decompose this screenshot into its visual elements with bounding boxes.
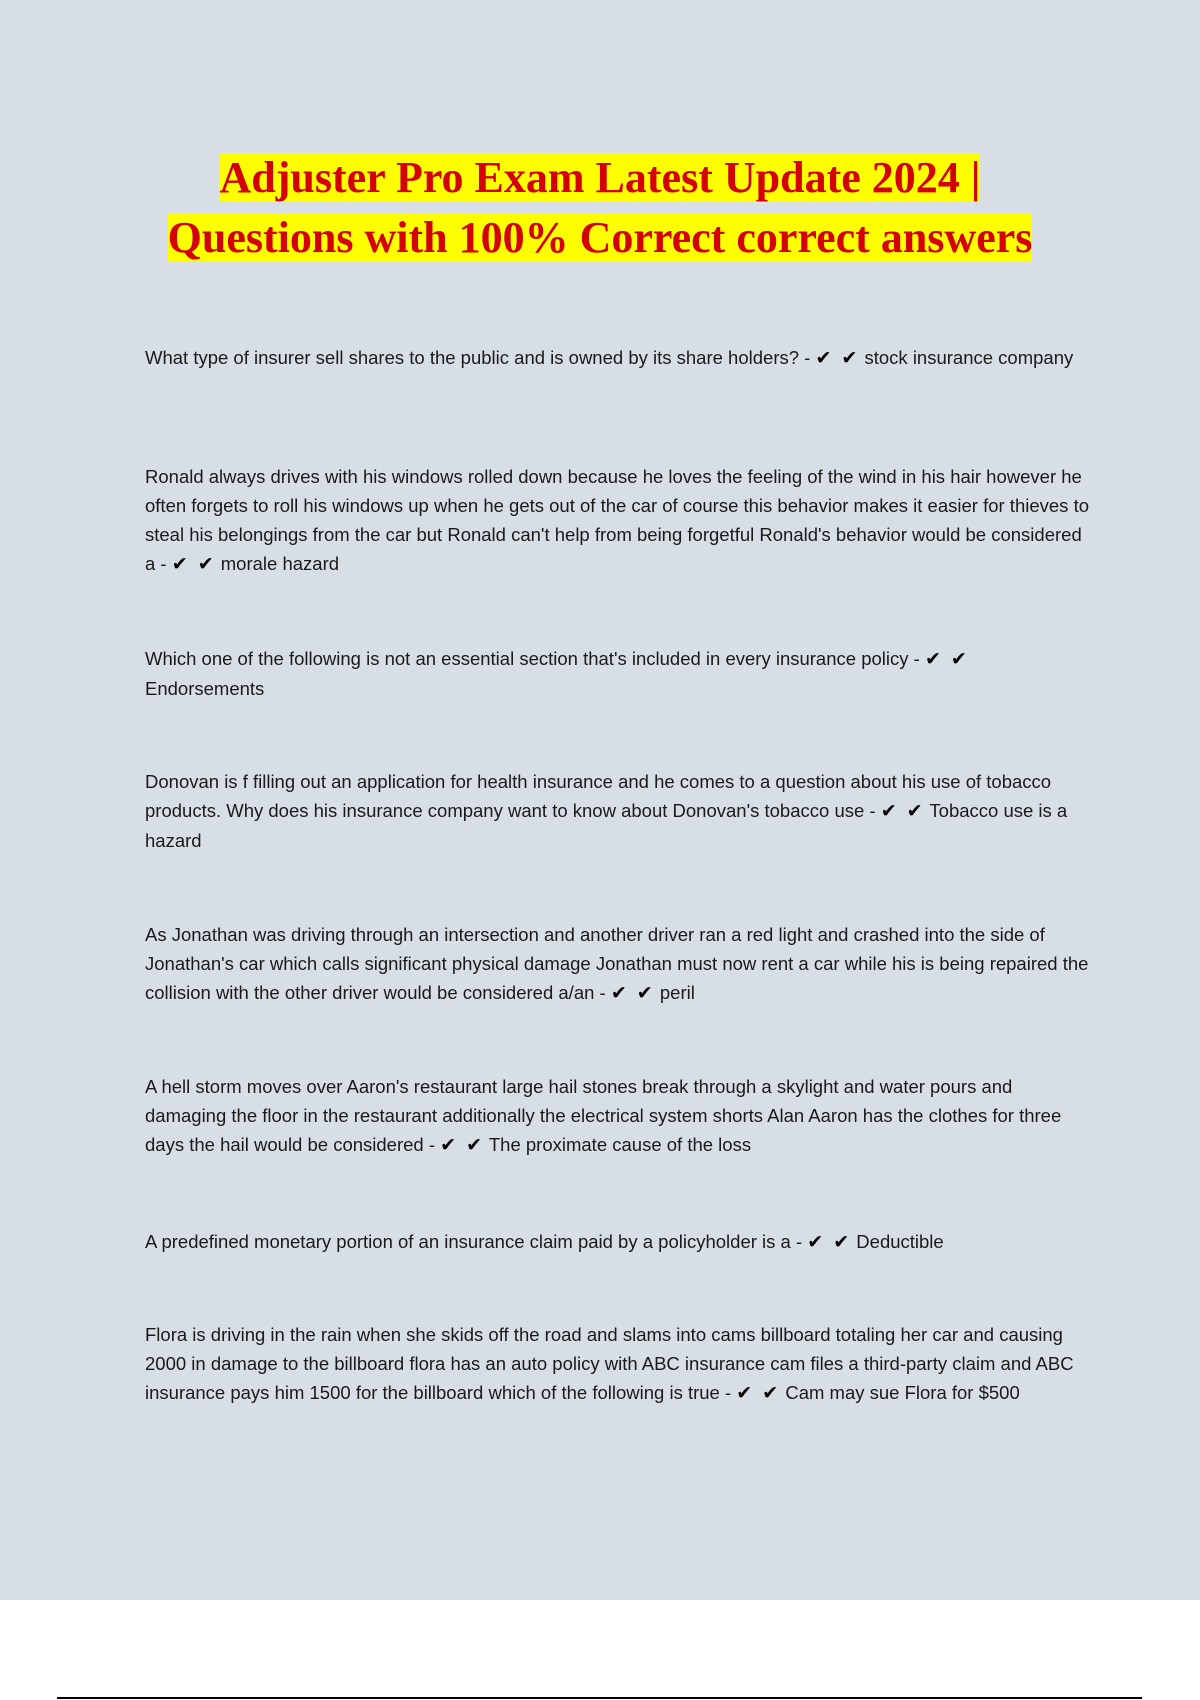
double-check-icon: ✔ ✔ <box>880 800 925 822</box>
double-check-icon: ✔ ✔ <box>807 1231 852 1253</box>
question-text: Donovan is f filling out an application for health insurance and he comes to a question about his use of tobacco products. Why does his insurance company want to know about Donovan's tobacco use - <box>145 771 1052 821</box>
document-title <box>150 148 1050 268</box>
question-text: A predefined monetary portion of an insurance claim paid by a policyholder is a - <box>145 1231 808 1252</box>
answer-text: The proximate cause of the loss <box>488 1134 752 1155</box>
double-check-icon: ✔ ✔ <box>171 553 216 575</box>
double-check-icon: ✔ ✔ <box>924 648 969 670</box>
qa-item <box>145 767 1090 855</box>
answer-text: Tobacco use is a hazard <box>145 800 1068 851</box>
title-highlight: Adjuster Pro Exam Latest Update 2024 | Questions with 100% Correct correct answers <box>167 153 1033 262</box>
answer-text: morale hazard <box>220 553 340 574</box>
qa-item <box>145 1072 1090 1160</box>
question-text: As Jonathan was driving through an intersection and another driver ran a red light and crashed into the side of Jonathan's car which calls significant physical damage Jonathan must now rent a car while his is being repaired the collision with the other driver would be considered a/an - <box>145 924 1089 1003</box>
answer-text: Endorsements <box>145 678 265 699</box>
double-check-icon: ✔ ✔ <box>815 347 860 369</box>
qa-item <box>145 1320 1090 1408</box>
qa-item <box>145 644 1090 703</box>
page-footer-rule <box>57 1697 1142 1699</box>
answer-text: peril <box>659 982 695 1003</box>
double-check-icon: ✔ ✔ <box>736 1382 781 1404</box>
question-text: Which one of the following is not an essential section that's included in every insurance policy - <box>145 648 925 669</box>
qa-item <box>145 343 1090 373</box>
double-check-icon: ✔ ✔ <box>610 982 655 1004</box>
question-text: What type of insurer sell shares to the public and is owned by its share holders? - <box>145 347 816 368</box>
answer-text: Deductible <box>856 1231 944 1252</box>
double-check-icon: ✔ ✔ <box>440 1134 485 1156</box>
question-text: Ronald always drives with his windows rolled down because he loves the feeling of the wind in his hair however he often forgets to roll his windows up when he gets out of the car of course this behavior makes it easier for thieves to steal his belongings from the car but Ronald can't help from being forgetful Ronald's behavior would be considered a - <box>145 466 1089 574</box>
qa-item <box>145 920 1090 1008</box>
qa-item <box>145 462 1090 579</box>
answer-text: stock insurance company <box>864 347 1074 368</box>
answer-text: Cam may sue Flora for $500 <box>785 1382 1020 1403</box>
question-text: A hell storm moves over Aaron's restaurant large hail stones break through a skylight and water pours and damaging the floor in the restaurant additionally the electrical system shorts Alan Aaron has the clothes for three days the hail would be considered - <box>145 1076 1062 1155</box>
qa-item <box>145 1227 1090 1257</box>
question-text: Flora is driving in the rain when she skids off the road and slams into cams billboard totaling her car and causing 2000 in damage to the billboard flora has an auto policy with ABC insurance cam files a third-party claim and ABC insurance pays him 1500 for the billboard which of the following is true - <box>145 1324 1074 1403</box>
